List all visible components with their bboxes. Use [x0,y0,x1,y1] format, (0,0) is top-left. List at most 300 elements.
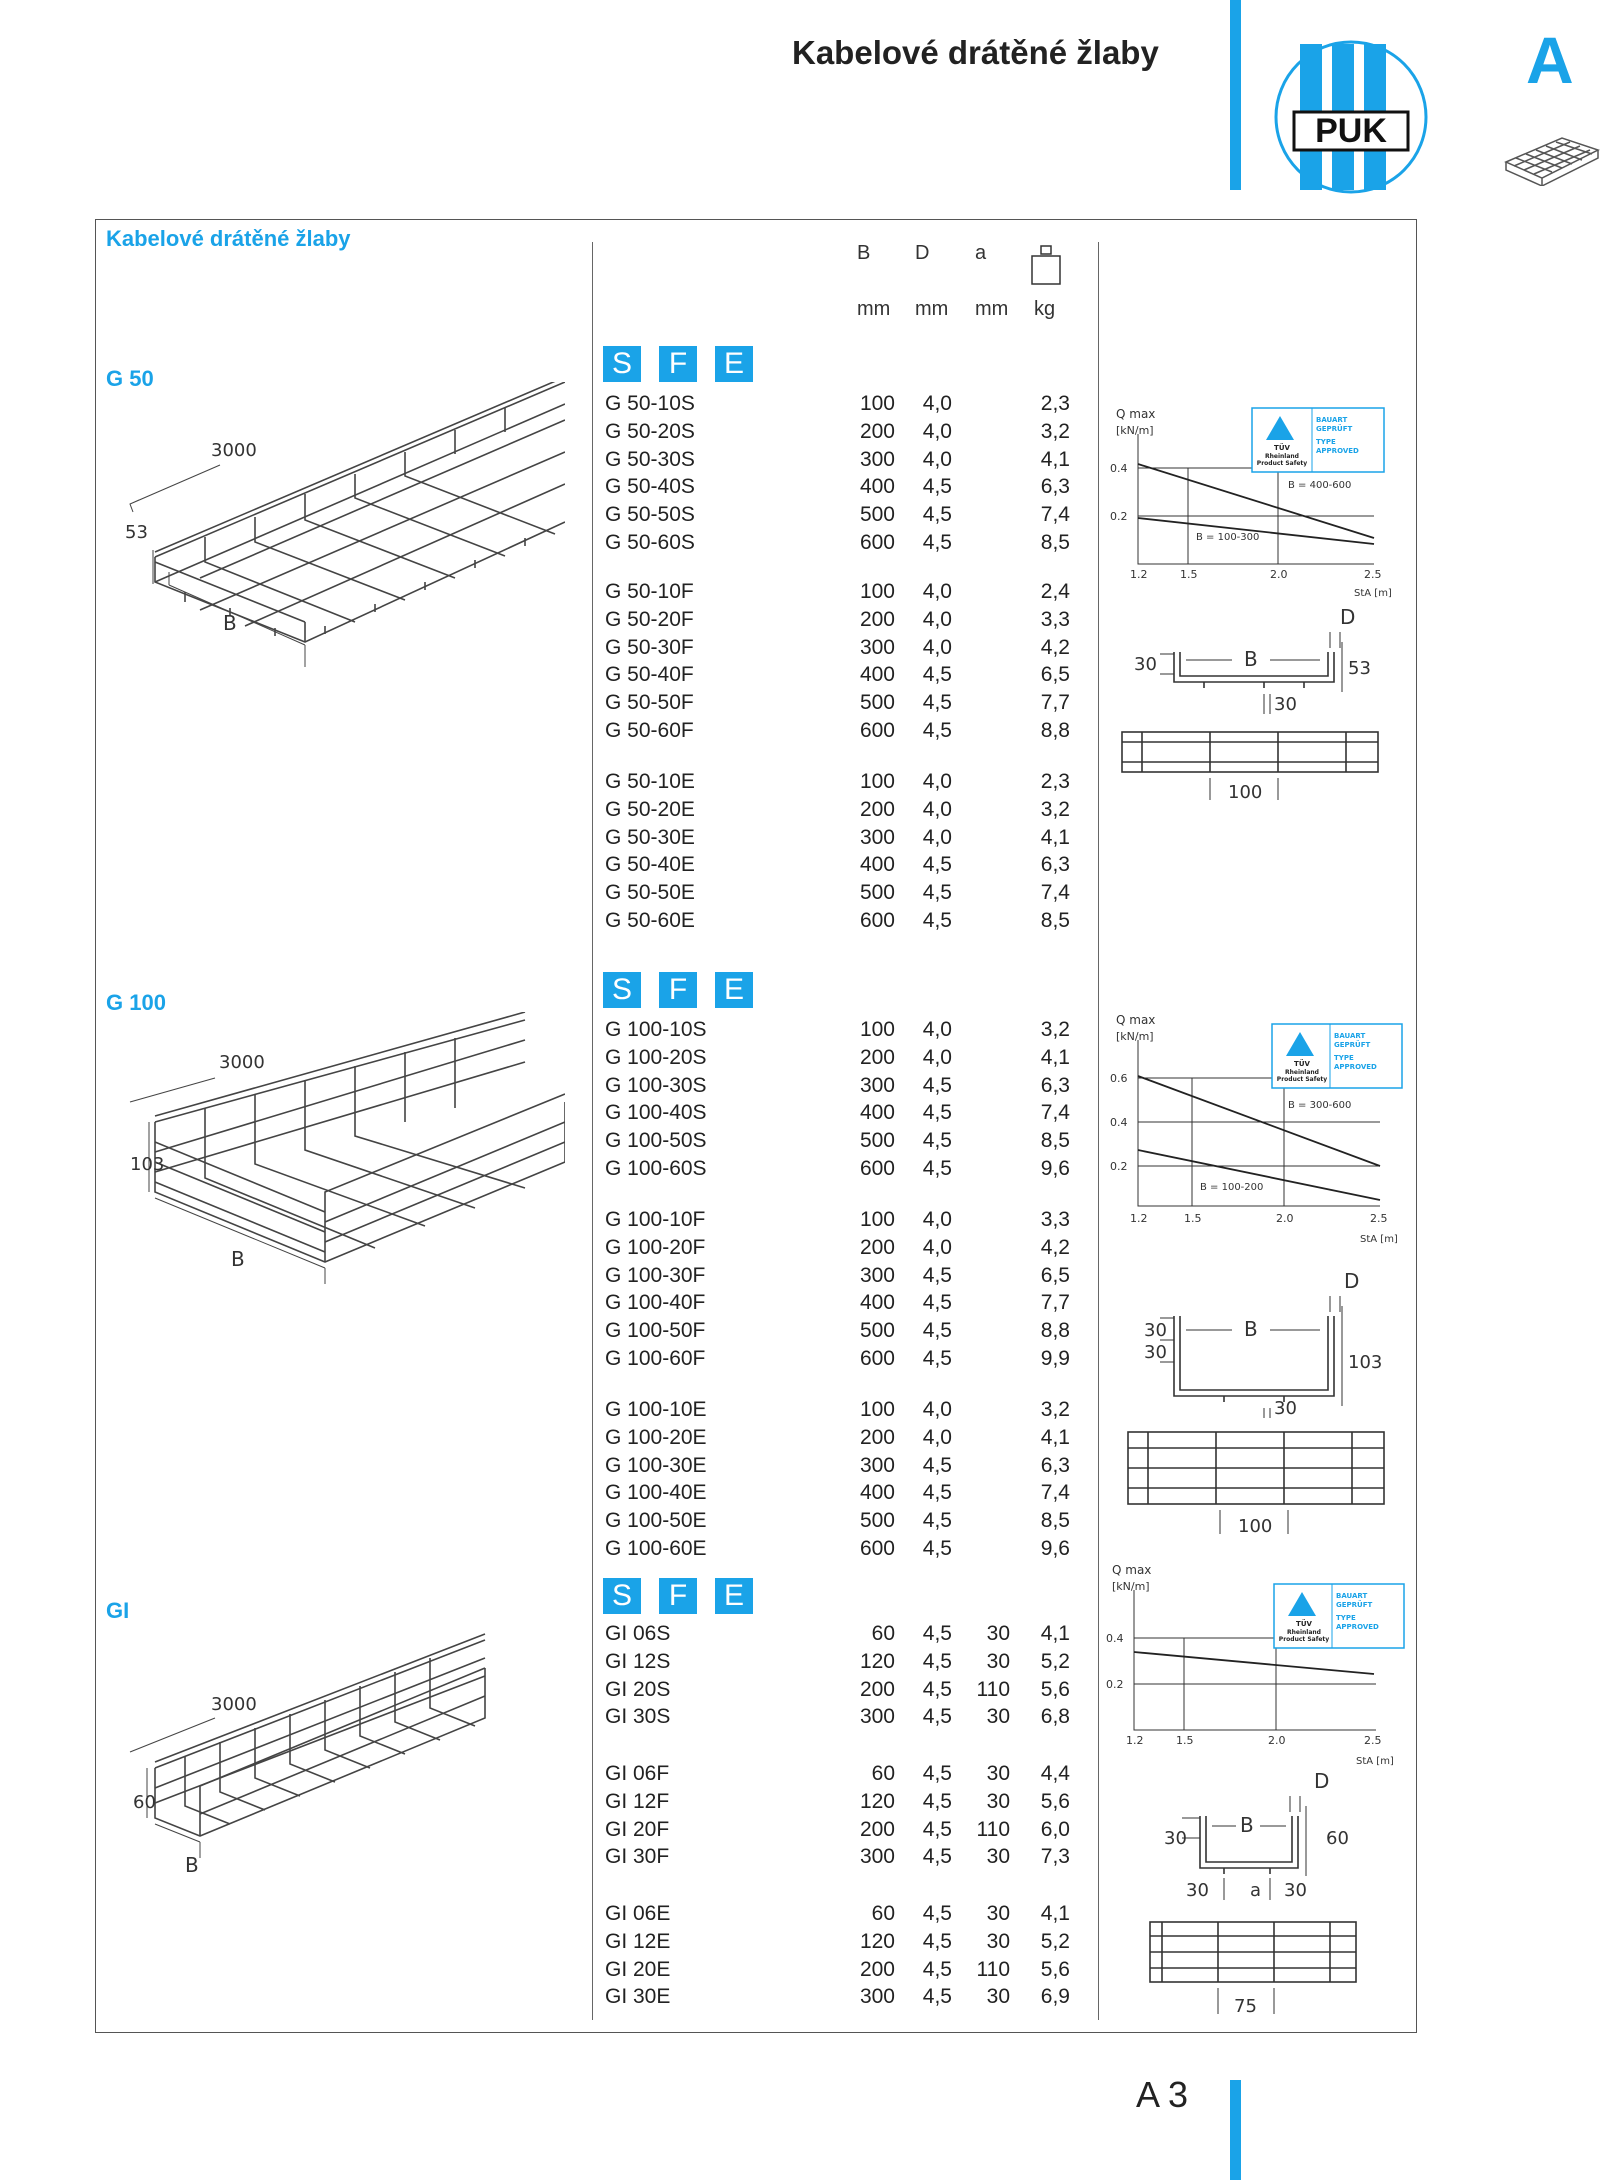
cell-a: 30 [986,1649,1010,1673]
cell-a: 30 [986,1845,1010,1869]
tray-width-label: B [231,1247,245,1271]
cell-d: 4,5 [922,1902,952,1925]
table-row [605,1902,1070,1930]
table-row [605,1818,1070,1846]
cell-d: 4,5 [922,1789,952,1813]
product-code: G 100-40F [605,1291,706,1315]
x-axis-label: StA [m] [1360,1234,1398,1245]
chart-y-unit: [kN/m] [1116,1030,1154,1043]
dim-side: 30 [1144,1320,1167,1341]
cell-a: 110 [976,1817,1010,1841]
cell-a: 30 [986,1762,1010,1785]
dim-width: B [1244,1317,1258,1341]
cell-b: 200 [859,1045,895,1069]
x-tick: 1.5 [1184,1212,1202,1225]
x-tick: 2.5 [1364,568,1382,581]
cell-b: 60 [871,1902,895,1925]
dim-width: B [1240,1813,1254,1837]
product-code: GI 06S [605,1622,671,1645]
section-label-g50: G 50 [106,366,154,391]
table-row [605,1291,1070,1319]
dim-foot: 30 [1274,694,1297,715]
product-code: G 100-30E [605,1453,707,1477]
plan-dim: 100 [1238,1516,1273,1537]
product-code: G 100-30S [605,1073,707,1097]
table-row [605,1347,1070,1375]
x-tick: 1.2 [1130,1212,1148,1225]
x-tick: 2.0 [1276,1212,1294,1225]
cell-kg: 4,4 [1040,1762,1070,1785]
badge-f: F [659,346,697,382]
plan-view-g100 [1126,1426,1396,1538]
table-row [605,1678,1070,1706]
cell-b: 60 [871,1762,895,1785]
cell-d: 4,0 [922,797,952,821]
dim-side-2: 30 [1144,1342,1167,1363]
cell-d: 4,5 [922,1509,952,1533]
cell-b: 100 [859,1018,895,1041]
badge-f: F [659,1578,697,1614]
cell-d: 4,5 [922,909,952,932]
cell-kg: 8,5 [1040,1129,1070,1153]
cell-kg: 7,4 [1040,881,1070,905]
load-chart-gi [1104,1560,1410,1770]
table-row [605,1454,1070,1482]
cell-kg: 3,2 [1040,1018,1070,1041]
header-accent-bar [1230,0,1241,190]
cell-b: 500 [859,1319,895,1343]
cell-kg: 3,2 [1040,1398,1070,1421]
tray-width-label: B [223,611,237,635]
y-tick: 0.4 [1110,462,1128,475]
cell-kg: 2,3 [1040,392,1070,415]
table-row [605,1236,1070,1264]
cell-a: 30 [986,1902,1010,1925]
cell-b: 100 [859,1398,895,1421]
cell-b: 200 [859,1957,895,1981]
cell-d: 4,0 [922,580,952,603]
product-code: G 50-20S [605,419,695,443]
svg-text:TÜV: TÜV [1294,1060,1310,1068]
cell-b: 300 [859,447,895,471]
logo-text: PUK [1315,112,1387,150]
dim-side: 30 [1134,654,1157,675]
x-axis-label: StA [m] [1356,1756,1394,1767]
table-row [605,1762,1070,1790]
cell-kg: 5,6 [1040,1957,1070,1981]
col-b-header: B [857,242,871,264]
cell-d: 4,5 [922,881,952,905]
product-code: G 50-50F [605,691,694,715]
plan-dim: 75 [1234,1996,1257,2017]
cell-d: 4,0 [922,1018,952,1041]
cell-kg: 4,1 [1040,1622,1070,1645]
table-row [605,1509,1070,1537]
y-tick: 0.6 [1110,1072,1128,1085]
product-code: G 50-10S [605,392,695,415]
cell-b: 300 [859,1705,895,1729]
dim-wire: D [1344,1269,1360,1293]
cell-d: 4,5 [922,663,952,687]
product-code: G 50-30F [605,635,694,659]
product-code: G 50-40E [605,853,695,877]
badge-row-gi [603,1578,753,1614]
cell-b: 600 [859,531,895,554]
svg-text:GEPRÜFT: GEPRÜFT [1334,1041,1371,1049]
tray-drawing-g100 [125,1012,565,1312]
tray-length-label: 3000 [211,440,257,461]
cell-kg: 6,3 [1040,1073,1070,1097]
col-d-header: D [915,242,930,264]
table-row [605,608,1070,636]
product-code: GI 20S [605,1677,671,1701]
table-row [605,881,1070,909]
cell-b: 120 [859,1929,895,1953]
cell-d: 4,5 [922,1762,952,1785]
y-tick: 0.2 [1110,1160,1128,1173]
svg-text:BAUART: BAUART [1334,1032,1366,1040]
product-code: GI 12E [605,1929,671,1953]
table-row [605,580,1070,608]
tray-height-label: 60 [133,1792,156,1813]
svg-text:BAUART: BAUART [1336,1592,1368,1600]
table-row [605,1790,1070,1818]
product-code: GI 30S [605,1705,671,1729]
svg-text:TYPE: TYPE [1334,1054,1354,1062]
cell-d: 4,5 [922,719,952,742]
tuv-certificate-badge [1252,408,1384,472]
table-row [605,1481,1070,1509]
dim-width: B [1244,647,1258,671]
table-row [605,531,1070,559]
section-label-g100: G 100 [106,990,166,1015]
svg-text:Rheinland: Rheinland [1285,1069,1319,1076]
product-code: GI 20F [605,1817,670,1841]
cell-b: 200 [859,1677,895,1701]
cell-d: 4,5 [922,1929,952,1953]
cell-d: 4,0 [922,1425,952,1449]
cell-d: 4,0 [922,607,952,631]
series-label: B = 100-300 [1196,532,1260,543]
table-row [605,1985,1070,2013]
cell-d: 4,0 [922,825,952,849]
badge-s: S [603,972,641,1008]
table-row [605,1101,1070,1129]
cell-d: 4,0 [922,1045,952,1069]
svg-text:GEPRÜFT: GEPRÜFT [1336,1601,1373,1609]
dim-foot: 30 [1274,1398,1297,1418]
page-number: A 3 [1136,2074,1189,2115]
cell-d: 4,5 [922,503,952,527]
cell-kg: 8,8 [1040,719,1070,742]
cell-kg: 4,1 [1040,447,1070,471]
page-title: Kabelové drátěné žlaby [792,34,1159,71]
series-label: B = 400-600 [1288,480,1352,491]
table-row [605,475,1070,503]
table-row [605,503,1070,531]
cell-d: 4,5 [922,1705,952,1729]
col-d-unit: mm [915,298,949,320]
cell-b: 600 [859,1157,895,1180]
tray-length-label: 3000 [211,1694,257,1715]
table-row [605,1264,1070,1292]
cell-kg: 4,1 [1040,1425,1070,1449]
plan-view-gi [1148,1918,1370,2018]
product-code: G 50-30S [605,447,695,471]
table-row [605,1157,1070,1185]
product-code: G 100-30F [605,1263,706,1287]
cell-kg: 5,2 [1040,1649,1070,1673]
table-row [605,1208,1070,1236]
badge-e: E [715,346,753,382]
cell-kg: 7,7 [1040,1291,1070,1315]
cell-a: 30 [986,1985,1010,2009]
cell-d: 4,0 [922,1208,952,1231]
cell-b: 100 [859,770,895,793]
svg-text:Rheinland: Rheinland [1287,1629,1321,1636]
table-row [605,1319,1070,1347]
cell-a: 30 [986,1789,1010,1813]
divider-left [592,242,593,2020]
cell-a: 30 [986,1929,1010,1953]
chapter-letter: A [1526,23,1574,97]
product-code: G 100-40S [605,1101,707,1125]
table-row [605,448,1070,476]
cell-b: 600 [859,1537,895,1560]
cell-d: 4,0 [922,770,952,793]
series-label: B = 300-600 [1288,1100,1352,1111]
frame-title: Kabelové drátěné žlaby [106,226,351,251]
cell-d: 4,0 [922,447,952,471]
table-row [605,770,1070,798]
product-code: G 100-10S [605,1018,707,1041]
cell-d: 4,5 [922,1263,952,1287]
table-row [605,1845,1070,1873]
chart-y-unit: [kN/m] [1116,424,1154,437]
chart-y-unit: [kN/m] [1112,1580,1150,1593]
cell-b: 400 [859,475,895,499]
cell-kg: 8,5 [1040,909,1070,932]
cross-section-g100 [1120,1268,1390,1418]
x-tick: 2.0 [1270,568,1288,581]
product-code: G 100-10E [605,1398,707,1421]
dim-wire: D [1314,1769,1330,1793]
cell-d: 4,5 [922,1453,952,1477]
cell-b: 200 [859,797,895,821]
product-code: G 100-50E [605,1509,707,1533]
cell-kg: 6,5 [1040,663,1070,687]
product-code: G 100-50F [605,1319,706,1343]
cell-kg: 8,8 [1040,1319,1070,1343]
cell-b: 100 [859,580,895,603]
cell-d: 4,5 [922,475,952,499]
cell-kg: 3,2 [1040,797,1070,821]
cell-b: 400 [859,663,895,687]
cell-d: 4,5 [922,1677,952,1701]
cell-d: 4,5 [922,1347,952,1370]
cell-b: 100 [859,392,895,415]
product-code: G 50-60F [605,719,694,742]
product-code: G 50-10F [605,580,694,603]
dim-foot: 30 [1186,1880,1209,1900]
svg-text:TÜV: TÜV [1274,444,1290,452]
cell-d: 4,0 [922,1398,952,1421]
cell-kg: 3,2 [1040,419,1070,443]
x-tick: 1.5 [1176,1734,1194,1747]
table-row [605,663,1070,691]
cell-d: 4,5 [922,1985,952,2009]
badge-e: E [715,972,753,1008]
cell-b: 500 [859,1509,895,1533]
tuv-certificate-badge [1272,1024,1402,1088]
cell-a: 110 [976,1677,1010,1701]
cell-d: 4,0 [922,392,952,415]
cell-kg: 2,4 [1040,580,1070,603]
dim-side: 30 [1164,1828,1187,1849]
svg-text:Product Safety: Product Safety [1278,1636,1330,1643]
table-row [605,798,1070,826]
cable-tray-icon [1504,134,1600,191]
badge-row-g50 [603,346,753,382]
cell-b: 200 [859,1235,895,1259]
cell-d: 4,5 [922,1291,952,1315]
product-code: GI 30E [605,1985,671,2009]
cell-kg: 4,1 [1040,1902,1070,1925]
cell-kg: 8,5 [1040,1509,1070,1533]
table-row [605,826,1070,854]
plan-view-g50 [1120,728,1390,804]
cell-kg: 9,6 [1040,1537,1070,1560]
cell-d: 4,5 [922,1481,952,1505]
cell-kg: 4,2 [1040,1235,1070,1259]
cell-b: 300 [859,1985,895,2009]
cell-kg: 5,6 [1040,1677,1070,1701]
table-row [605,1426,1070,1454]
product-code: G 50-30E [605,825,695,849]
dim-wire: D [1340,605,1356,629]
tray-drawing-g50 [125,382,565,672]
product-code: GI 12S [605,1649,671,1673]
x-tick: 1.2 [1126,1734,1144,1747]
weight-icon [1030,244,1062,291]
load-chart-g50 [1108,404,1408,600]
cell-d: 4,0 [922,635,952,659]
cell-kg: 6,3 [1040,475,1070,499]
col-a-header: a [975,242,987,264]
cell-b: 60 [871,1622,895,1645]
cell-kg: 3,3 [1040,1208,1070,1231]
dim-height: 60 [1326,1828,1349,1849]
cell-kg: 7,4 [1040,1481,1070,1505]
table-row [605,1046,1070,1074]
cell-b: 300 [859,635,895,659]
cell-kg: 6,9 [1040,1985,1070,2009]
cell-kg: 7,3 [1040,1845,1070,1869]
cell-kg: 3,3 [1040,607,1070,631]
product-code: G 100-60F [605,1347,706,1370]
product-code: G 100-60E [605,1537,707,1560]
tray-drawing-gi [125,1618,505,1898]
x-axis-label: StA [m] [1354,588,1392,599]
y-tick: 0.2 [1110,510,1128,523]
cell-d: 4,5 [922,1101,952,1125]
cell-kg: 4,2 [1040,635,1070,659]
badge-f: F [659,972,697,1008]
cell-kg: 9,9 [1040,1347,1070,1370]
svg-text:BAUART: BAUART [1316,416,1348,424]
cell-d: 4,5 [922,1622,952,1645]
cell-a: 110 [976,1957,1010,1981]
cell-b: 400 [859,1481,895,1505]
cell-b: 600 [859,719,895,742]
cell-a: 30 [986,1622,1010,1645]
col-kg-unit: kg [1034,298,1056,320]
puk-logo [1272,38,1430,201]
badge-s: S [603,346,641,382]
cell-b: 200 [859,607,895,631]
cell-b: 500 [859,1129,895,1153]
col-a-unit: mm [975,298,1009,320]
cell-d: 4,5 [922,1537,952,1560]
table-row [605,1129,1070,1157]
table-row [605,719,1070,747]
cell-kg: 6,3 [1040,853,1070,877]
product-code: G 50-20F [605,607,694,631]
table-row [605,1018,1070,1046]
cell-b: 300 [859,1845,895,1869]
svg-text:APPROVED: APPROVED [1334,1063,1377,1071]
product-code: G 100-40E [605,1481,707,1505]
cell-kg: 7,4 [1040,1101,1070,1125]
dim-height: 53 [1348,658,1371,679]
divider-right [1098,242,1099,2020]
section-label-gi: GI [106,1598,130,1623]
cell-b: 100 [859,1208,895,1231]
product-code: G 50-60S [605,531,695,554]
cell-d: 4,0 [922,1235,952,1259]
cell-b: 300 [859,1453,895,1477]
table-row [605,1650,1070,1678]
product-code: GI 06E [605,1902,671,1925]
tray-height-label: 103 [130,1154,165,1175]
cell-b: 400 [859,1101,895,1125]
product-code: G 50-20E [605,797,695,821]
table-row [605,853,1070,881]
product-code: G 100-10F [605,1208,706,1231]
x-tick: 2.5 [1364,1734,1382,1747]
chart-y-title: Q max [1116,407,1156,421]
cell-d: 4,5 [922,1649,952,1673]
col-b-unit: mm [857,298,891,320]
product-code: GI 30F [605,1845,670,1869]
cell-d: 4,5 [922,1073,952,1097]
svg-text:Product Safety: Product Safety [1256,460,1308,467]
load-chart-g100 [1108,1010,1408,1250]
cell-kg: 7,7 [1040,691,1070,715]
dim-gap: a [1250,1880,1262,1900]
cell-d: 4,5 [922,853,952,877]
table-row [605,392,1070,420]
table-row [605,1398,1070,1426]
x-tick: 1.2 [1130,568,1148,581]
table-row [605,420,1070,448]
footer-accent-bar [1230,2080,1241,2180]
series-label: B = 100-200 [1200,1182,1264,1193]
table-row [605,1958,1070,1986]
svg-text:Product Safety: Product Safety [1276,1076,1328,1083]
cell-b: 400 [859,1291,895,1315]
cell-d: 4,5 [922,1845,952,1869]
